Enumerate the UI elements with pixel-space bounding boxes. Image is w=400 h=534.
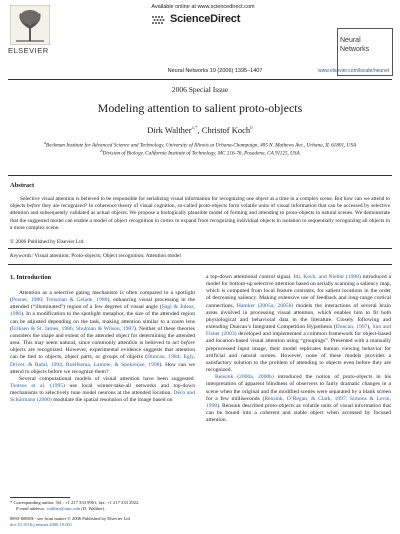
keywords-label: Keywords: — [10, 253, 34, 259]
journal-url-link[interactable]: www.elsevier.com/locate/neunet — [318, 68, 390, 74]
issn-line: 0893-6080/$ - see front matter © 2006 Published by Elsevier Ltd — [10, 516, 130, 521]
paper-title: Modeling attention to salient proto-objects — [97, 101, 303, 115]
abstract-text: Selective visual attention is believed to be responsible for serializing visual information for recognizing one object at a time in a complex scene. But how can we attend to objects before they are recognized? In coherence theory of visual cognition, so-called proto-objects form volatile units of visual information that can be accessed by selective attention and subsequently validated as actual objects. We propose a biologically plausible model of forming and attending to proto-objects in natural scenes. We demonstrate that the suggested model can enable a model of object recognition in cortex to expand from recognizing individual objects in isolation to sequentially recognizing all objects in a more complex scene. — [10, 196, 390, 231]
doi-link[interactable]: doi:10.1016/j.neunet.2006.10.001 — [10, 522, 73, 527]
abstract-heading: Abstract — [10, 182, 35, 189]
publisher-logo-text: ELSEVIER — [8, 46, 49, 55]
author-affiliation-mark[interactable]: b — [250, 126, 253, 132]
journal-name-line2: Networks — [340, 46, 370, 53]
body-top-divider — [8, 264, 392, 265]
body-paragraph: Several computational models of visual attention have been suggested. Tsotsos et al. (1995) use local winner-take-all networks and top-down mechanisms to selectively tune model neurons at the attended location. Deco and Schürmann (2000) modulate the spatial resolution of the image based on — [10, 375, 195, 404]
special-issue-label: 2006 Special Issue — [171, 85, 229, 94]
journal-name — [340, 36, 369, 54]
elsevier-tree-logo-icon — [10, 5, 50, 45]
citation-link[interactable]: Tsotsos et al. (1995) — [10, 383, 65, 390]
copyright-line: © 2006 Published by Elsevier Ltd — [10, 239, 84, 245]
journal-name-line1: Neural — [340, 37, 361, 44]
citation-link[interactable]: Deco and Schürmann (2000) — [10, 390, 195, 404]
left-column — [10, 290, 195, 405]
header-divider — [8, 79, 392, 80]
corresponding-author-footnote: * Corresponding author. Tel.: +1 217 333 9961; fax: +1 217 333 2922. E-mail address: walther@uiuc.edu (D. Walther). — [10, 500, 140, 511]
citation-link[interactable]: Sun and Fisher (2003) — [206, 324, 391, 338]
affiliation-b: $^b$Division of Biology, California Institute of Technology, MC 216-76, Pasadena, CA 91125, USA — [100, 148, 300, 157]
author-name: Dirk Walther — [147, 125, 192, 135]
body-paragraph: Attention as a selective gating mechanism is often compared to a spotlight (Posner, 1980; Treisman & Gelade, 1980), enhancing visual processing in the attended (“illuminated”) region of a few degrees of visual angle (Sagi & Julesz, 1986). In a modification to the spotlight metaphor, the size of the attended region can be adjusted depending on the task, making attention similar to a zoom lens (Eriksen & St. James, 1986; Shulman & Wilson, 1987). Neither of these theories considers the shape and extent of the attended object for determining the attended area. This may seem natural, since commonly attention is believed to act before objects are recognized. However, experimental evidence suggests that attention can be tied to objects, object parts, or groups of objects (Duncan, 1984; Egly, Driver, & Rafal, 1994; Roelfsema, Lamme, & Spekreijse, 1998). How can we attend to objects before we recognize them? — [10, 290, 195, 375]
citation-link[interactable]: Sagi & Julesz, 1986 — [10, 304, 195, 318]
citation-link[interactable]: Hamker (2005a, 2005b) — [236, 302, 294, 309]
body-paragraph: Rensink (2000a, 2000b) introduced the notion of proto-objects in his interpretation of apparent blindness of observers to fairly dramatic changes in a scene when the original and the modified scenes were separated by a blank screen for a few milliseconds (Rensink, O’Regan, & Clark, 1997; Simons & Levin, 1998). Rensink described proto-objects as volatile units of visual information that can be bound into a coherent and stable object when accessed by focused attention. — [206, 374, 391, 424]
keywords-divider — [8, 248, 392, 249]
affiliation-a: $^a$Beckman Institute for Advanced Science and Technology, University of Illinois at Urbana-Champaign, 405 N. Mathews Ave., Urbana, IL 61801, USA — [43, 140, 357, 149]
body-paragraph: a top-down attentional control signal. Itti, Koch, and Niebur (1998) introduced a model for bottom-up selective attention based on serially scanning a saliency map, which is computed from local feature contrasts, for salient locations in the order of decreasing saliency. Making extensive use of feedback and long-range cortical connections, Hamker (2005a, 2005b) models the interactions of several brain areas involved in processing visual attention, which enables him to fit both physiological and behavioral data in the literature. Closely following and extending Duncan’s Integrated Competition Hypothesis (Duncan, 1997), Sun and Fisher (2003) developed and implemented a common framework for object-based and location-based visual attention using “groupings”. Presented with a manually preprocessed input image, their model replicates human viewing behavior for artificial and natural scenes. However, none of these models provides a satisfactory solution to the problem of attending to objects even before they are recognized. — [206, 274, 392, 374]
author-affiliation-mark[interactable]: a,* — [191, 126, 198, 132]
author-name: Christof Koch — [201, 125, 251, 135]
citation-link[interactable]: Eriksen & St. James, 1986; Shulman & Wilson, 1987 — [11, 325, 135, 332]
keywords-line: Keywords: Visual attention; Proto-objects; Object recognition; Attention model — [10, 253, 181, 259]
citation-line: Neural Networks 19 (2006) 1395–1407 — [167, 68, 263, 74]
footnote-divider — [10, 497, 70, 498]
author-separator: , — [197, 125, 202, 135]
citation-link[interactable]: Duncan, 1997 — [335, 324, 368, 331]
author-list — [0, 125, 400, 135]
available-online-text: Available online at www.sciencedirect.com — [151, 4, 255, 10]
citation-link[interactable]: Itti, Koch, and Niebur (1998) — [293, 274, 361, 280]
sciencedirect-brand: ScienceDirect — [170, 13, 241, 25]
affiliation-mark: a — [43, 140, 46, 145]
email-link[interactable]: walther@uiuc.edu — [45, 506, 81, 511]
section-heading: 1. Introduction — [10, 274, 52, 281]
abstract-top-divider — [8, 175, 392, 176]
right-column — [206, 274, 391, 424]
affiliation-mark: b — [100, 148, 103, 153]
issn-doi-block — [10, 516, 130, 528]
citation-link[interactable]: Posner, 1980; Treisman & Gelade, 1980 — [11, 297, 108, 304]
sciencedirect-logo-icon — [151, 15, 167, 27]
citation-link[interactable]: Rensink, O’Regan, & Clark, 1997; Simons & Levin, 1998 — [206, 395, 391, 409]
citation-link[interactable]: Duncan, 1984; Egly, Driver, & Rafal, 1994; Roelfsema, Lamme, & Spekreijse, 1998 — [10, 354, 195, 368]
citation-link[interactable]: Rensink (2000a, 2000b) — [215, 374, 274, 381]
